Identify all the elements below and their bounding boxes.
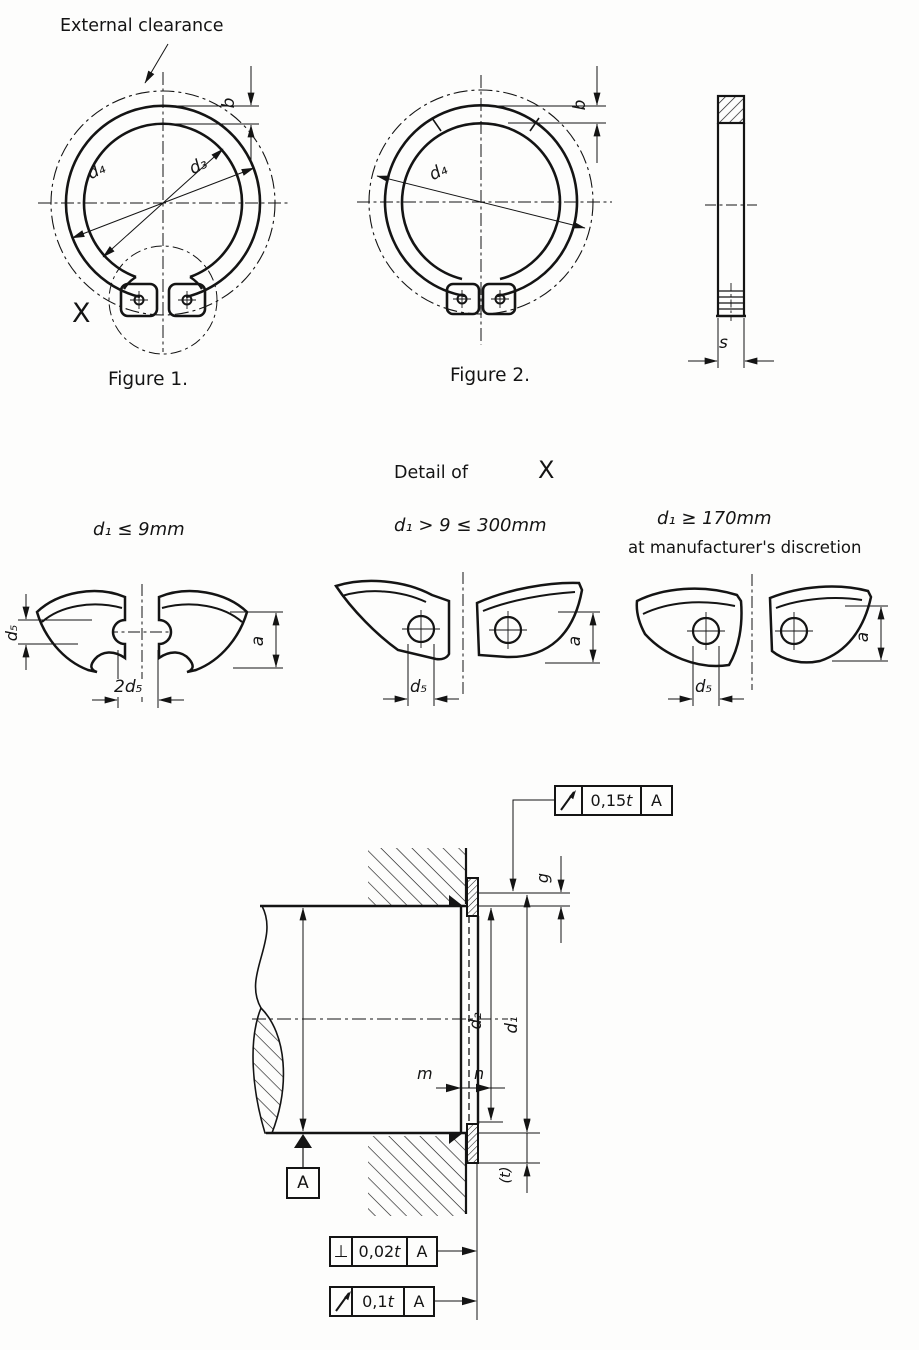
variant3-heading: d₁ ≥ 170mm	[657, 508, 772, 529]
dim-label-b-figure1: b	[219, 97, 240, 109]
installation-section-view	[252, 786, 672, 1320]
tolerance-datum-runout-bottom: A	[413, 1292, 425, 1311]
dim-label-s-side-view: s	[719, 333, 728, 353]
variant2-heading: d₁ > 9 ≤ 300mm	[394, 515, 547, 536]
detail-x-mark: X	[72, 298, 91, 329]
variant1-heading: d₁ ≤ 9mm	[93, 519, 185, 540]
dim-label-d1: d₁	[502, 1016, 522, 1034]
dim-label-d4-figure1: d₄	[84, 158, 109, 185]
dim-label-a-variant3: a	[853, 631, 874, 643]
dim-label-a-variant2: a	[565, 635, 586, 647]
figure1-caption: Figure 1.	[108, 369, 189, 390]
dim-label-b-figure2: b	[570, 99, 591, 111]
tolerance-datum-perpendicularity: A	[416, 1242, 428, 1261]
dim-label-t: (t)	[498, 1166, 515, 1184]
dim-label-d2: d₂	[466, 1012, 486, 1030]
dim-label-2d5-variant1: 2d₅	[114, 677, 143, 697]
detail-section-title-x: X	[538, 456, 555, 484]
tolerance-value-runout-top: 0,15 t	[590, 791, 633, 810]
circular-runout-icon	[336, 1291, 351, 1311]
dim-label-d5-variant1: d₅	[1, 624, 21, 642]
tolerance-datum-runout-top: A	[651, 791, 662, 810]
detail-section-title: Detail of	[394, 463, 468, 483]
dim-label-m: m	[417, 1064, 433, 1083]
datum-a-box: A	[297, 1173, 309, 1193]
external-clearance-label: External clearance	[60, 16, 224, 36]
dim-label-d4-figure2: d₄	[426, 159, 451, 186]
figure2-caption: Figure 2.	[450, 365, 531, 386]
dim-label-g: g	[532, 872, 552, 884]
perpendicularity-icon: ⊥	[333, 1241, 349, 1262]
dim-label-d5-variant2: d₅	[410, 677, 428, 696]
ring-side-view	[688, 96, 774, 368]
dim-label-a-variant1: a	[248, 635, 269, 647]
tolerance-value-runout-bottom: 0,1 t	[362, 1292, 394, 1311]
dim-label-n: n	[474, 1064, 485, 1083]
tolerance-value-perpendicularity: 0,02 t	[358, 1242, 401, 1261]
dim-label-d3-figure1: d₃	[186, 153, 211, 180]
circular-runout-icon	[561, 790, 576, 810]
dim-label-d5-variant3: d₅	[695, 677, 713, 696]
variant3-subheading: at manufacturer's discretion	[628, 538, 862, 557]
